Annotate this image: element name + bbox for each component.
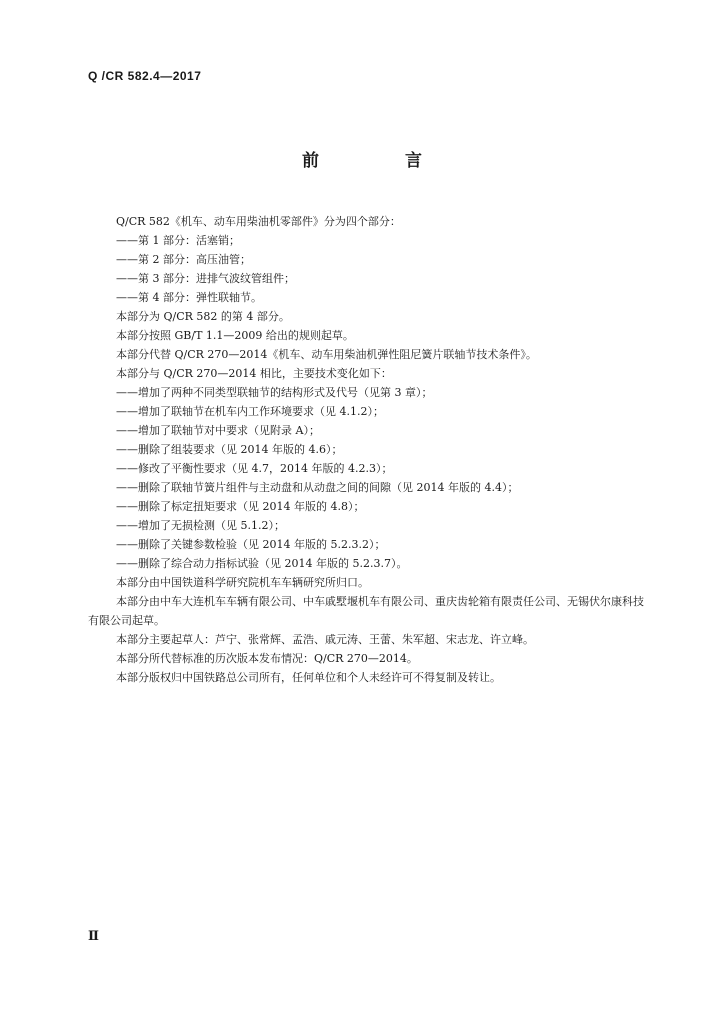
list-item: ——删除了标定扭矩要求（见 2014 年版的 4.8）； (116, 500, 365, 513)
paragraph: 本部分代替 Q/CR 270—2014《机车、动车用柴油机弹性阻尼簧片联轴节技术条件》。 (116, 348, 537, 361)
paragraph: 本部分按照 GB/T 1.1—2009 给出的规则起草。 (116, 329, 354, 342)
document-code: Q /CR 582.4—2017 (88, 69, 202, 83)
paragraph: 本部分由中国铁道科学研究院机车车辆研究所归口。 (116, 576, 369, 589)
paragraph: 本部分由中车大连机车车辆有限公司、中车戚墅堰机车有限公司、重庆齿轮箱有限责任公司、无锡伏尔康科技有限公司起草。 (88, 595, 644, 627)
list-item: ——删除了联轴节簧片组件与主动盘和从动盘之间的间隙（见 2014 年版的 4.4）； (116, 481, 519, 494)
paragraph: 本部分与 Q/CR 270—2014 相比，主要技术变化如下： (116, 367, 392, 380)
paragraph: Q/CR 582《机车、动车用柴油机零部件》分为四个部分： (116, 215, 401, 228)
paragraph: 本部分为 Q/CR 582 的第 4 部分。 (116, 310, 290, 323)
list-item: ——删除了组装要求（见 2014 年版的 4.6）； (116, 443, 343, 456)
list-item: ——第 4 部分：弹性联轴节。 (116, 291, 262, 304)
paragraph: 本部分版权归中国铁路总公司所有，任何单位和个人未经许可不得复制及转让。 (116, 671, 501, 684)
foreword-body (88, 212, 648, 687)
list-item: ——增加了无损检测（见 5.1.2）； (116, 519, 285, 532)
paragraph: 本部分所代替标准的历次版本发布情况：Q/CR 270—2014。 (116, 652, 418, 665)
list-item: ——修改了平衡性要求（见 4.7，2014 年版的 4.2.3）； (116, 462, 393, 475)
list-item: ——增加了联轴节在机车内工作环境要求（见 4.1.2）； (116, 405, 384, 418)
list-item: ——增加了两种不同类型联轴节的结构形式及代号（见第 3 章）； (116, 386, 433, 399)
list-item: ——第 2 部分：高压油管； (116, 253, 251, 266)
list-item: ——增加了联轴节对中要求（见附录 A）； (116, 424, 320, 437)
page-number: Ⅱ (88, 929, 99, 944)
paragraph: 本部分主要起草人：芦宁、张常辉、孟浩、戚元涛、王蕾、朱军超、宋志龙、许立峰。 (116, 633, 534, 646)
list-item: ——删除了综合动力指标试验（见 2014 年版的 5.2.3.7）。 (116, 557, 408, 570)
list-item: ——删除了关键参数检验（见 2014 年版的 5.2.3.2）； (116, 538, 386, 551)
page-title: 前 言 (302, 151, 462, 171)
list-item: ——第 1 部分：活塞销； (116, 234, 240, 247)
list-item: ——第 3 部分：进排气波纹管组件； (116, 272, 295, 285)
